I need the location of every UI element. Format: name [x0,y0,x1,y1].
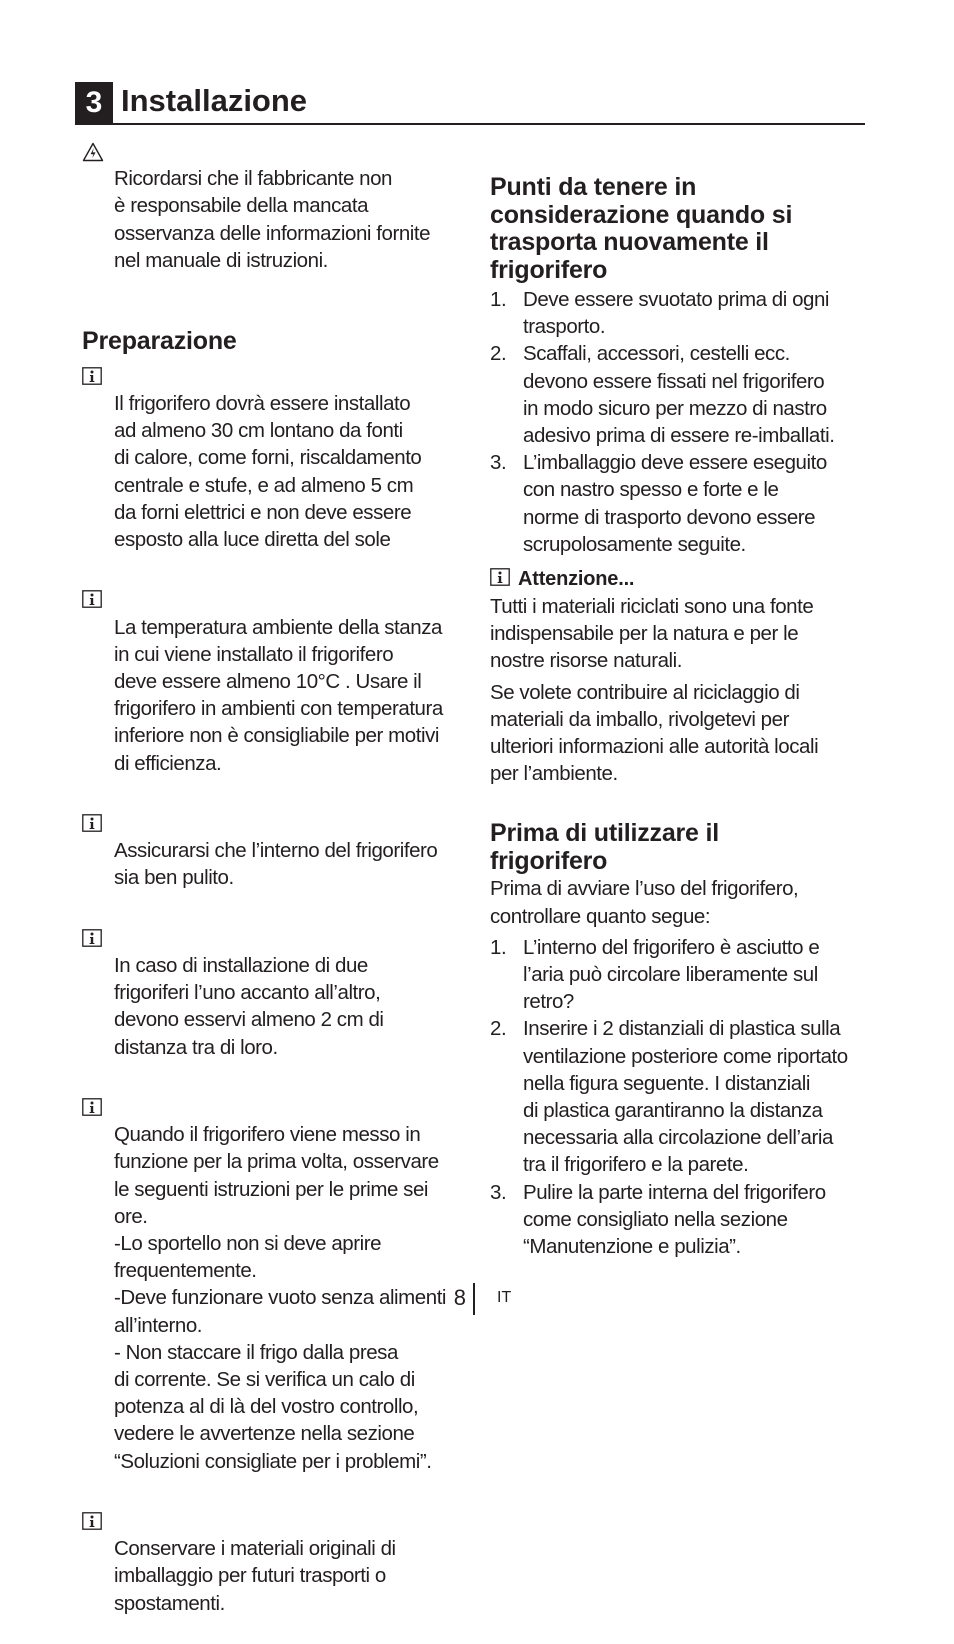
section-heading-trasporto: Punti da tenere in considerazione quando si trasporta nuovamente il frigorifero [490,173,793,284]
footer-divider [473,1283,475,1315]
page-number: 8 [453,1285,466,1310]
info-icon [82,929,102,952]
list-item: 3. Pulire la parte interna del frigorifero come consigliato nella sezione “Manutenzione e pulizia”. [490,1180,826,1259]
list-item: 1. L’interno del frigorifero è asciutto e l’aria può circolare liberamente sul retro? [490,935,820,1014]
info-note: Conservare i materiali originali di imballaggio per futuri trasporti o spostamenti. [82,1508,467,1644]
list-item: 2. Inserire i 2 distanziali di plastica sulla ventilazione posteriore come riportato nella figura seguente. I distanziali di plastica garantiranno la distanza necessaria alla circolazione dell’aria tra il frigorifero e la parete. [490,1017,848,1177]
page-title: Installazione [121,83,308,118]
section-heading-preparazione: Preparazione [82,327,237,356]
intro-paragraph: Prima di avviare l’uso del frigorifero, controllare quanto segue: [490,877,799,928]
info-icon [82,367,102,390]
checklist [490,934,872,1260]
section-heading-prima: Prima di utilizzare il frigorifero [490,819,719,875]
attention-callout [490,568,872,591]
info-note: La temperatura ambiente della stanza in cui viene installato il frigorifero deve essere almeno 10°C . Usare il frigorifero in ambienti con temperatura inferiore non è consigliabile per motivi di efficienza. [82,586,467,804]
info-note: Il frigorifero dovrà essere installato ad almeno 30 cm lontano da fonti di calore, come forni, riscaldamento centrale e stufe, e ad almeno 5 cm da forni elettrici e non deve essere esposto alla luce diretta del sole [82,363,467,581]
info-icon [82,1512,102,1535]
left-column [82,138,467,1644]
info-icon [82,814,102,837]
chapter-number: 3 [75,82,113,123]
list-item: 1. Deve essere svuotato prima di ogni trasporto. [490,288,830,339]
attention-label: Attenzione... [518,568,635,591]
info-icon [82,590,102,613]
language-code: IT [497,1289,512,1306]
info-note: In caso di installazione di due frigoriferi l’uno accanto all’altro, devono esservi almeno 2 cm di distanza tra di loro. [82,925,467,1088]
info-note: Quando il frigorifero viene messo in funzione per la prima volta, osservare le seguenti istruzioni per le prime sei ore. -Lo sportello non si deve aprire frequentemente. -Deve funzionare vuoto senza alimenti all’interno. - Non staccare il frigo dalla presa di corrente. Se si verifica un calo di potenza al di là del vostro controllo, vedere le avvertenze nella sezione “Soluzioni consigliate per i problemi”. [82,1094,467,1502]
warning-text: Ricordarsi che il fabbricante non è responsabile della mancata osservanza delle informazioni fornite nel manuale di istruzioni. [114,167,431,272]
transport-list [490,286,872,558]
warning-note [82,138,467,301]
recycling-paragraph: Tutti i materiali riciclati sono una fonte indispensabile per la natura e per le nostre risorse naturali. [490,595,814,673]
info-icon [490,568,510,591]
info-icon [82,1098,102,1121]
right-column [490,174,872,1260]
recycling-paragraph: Se volete contribuire al riciclaggio di materiali da imballo, rivolgetevi per ulteriori informazioni alle autorità locali per l’ambiente. [490,680,819,786]
warning-triangle-icon [82,142,104,167]
chapter-header [75,82,865,125]
list-item: 2. Scaffali, accessori, cestelli ecc. devono essere fissati nel frigorifero in modo sicuro per mezzo di nastro adesivo prima di essere re-imballati. [490,342,835,448]
list-item: 3. L’imballaggio deve essere eseguito con nastro spesso e forte e le norme di trasporto devono essere scrupolosamente seguite. [490,451,827,556]
info-note: Assicurarsi che l’interno del frigorifero sia ben pulito. [82,810,467,919]
